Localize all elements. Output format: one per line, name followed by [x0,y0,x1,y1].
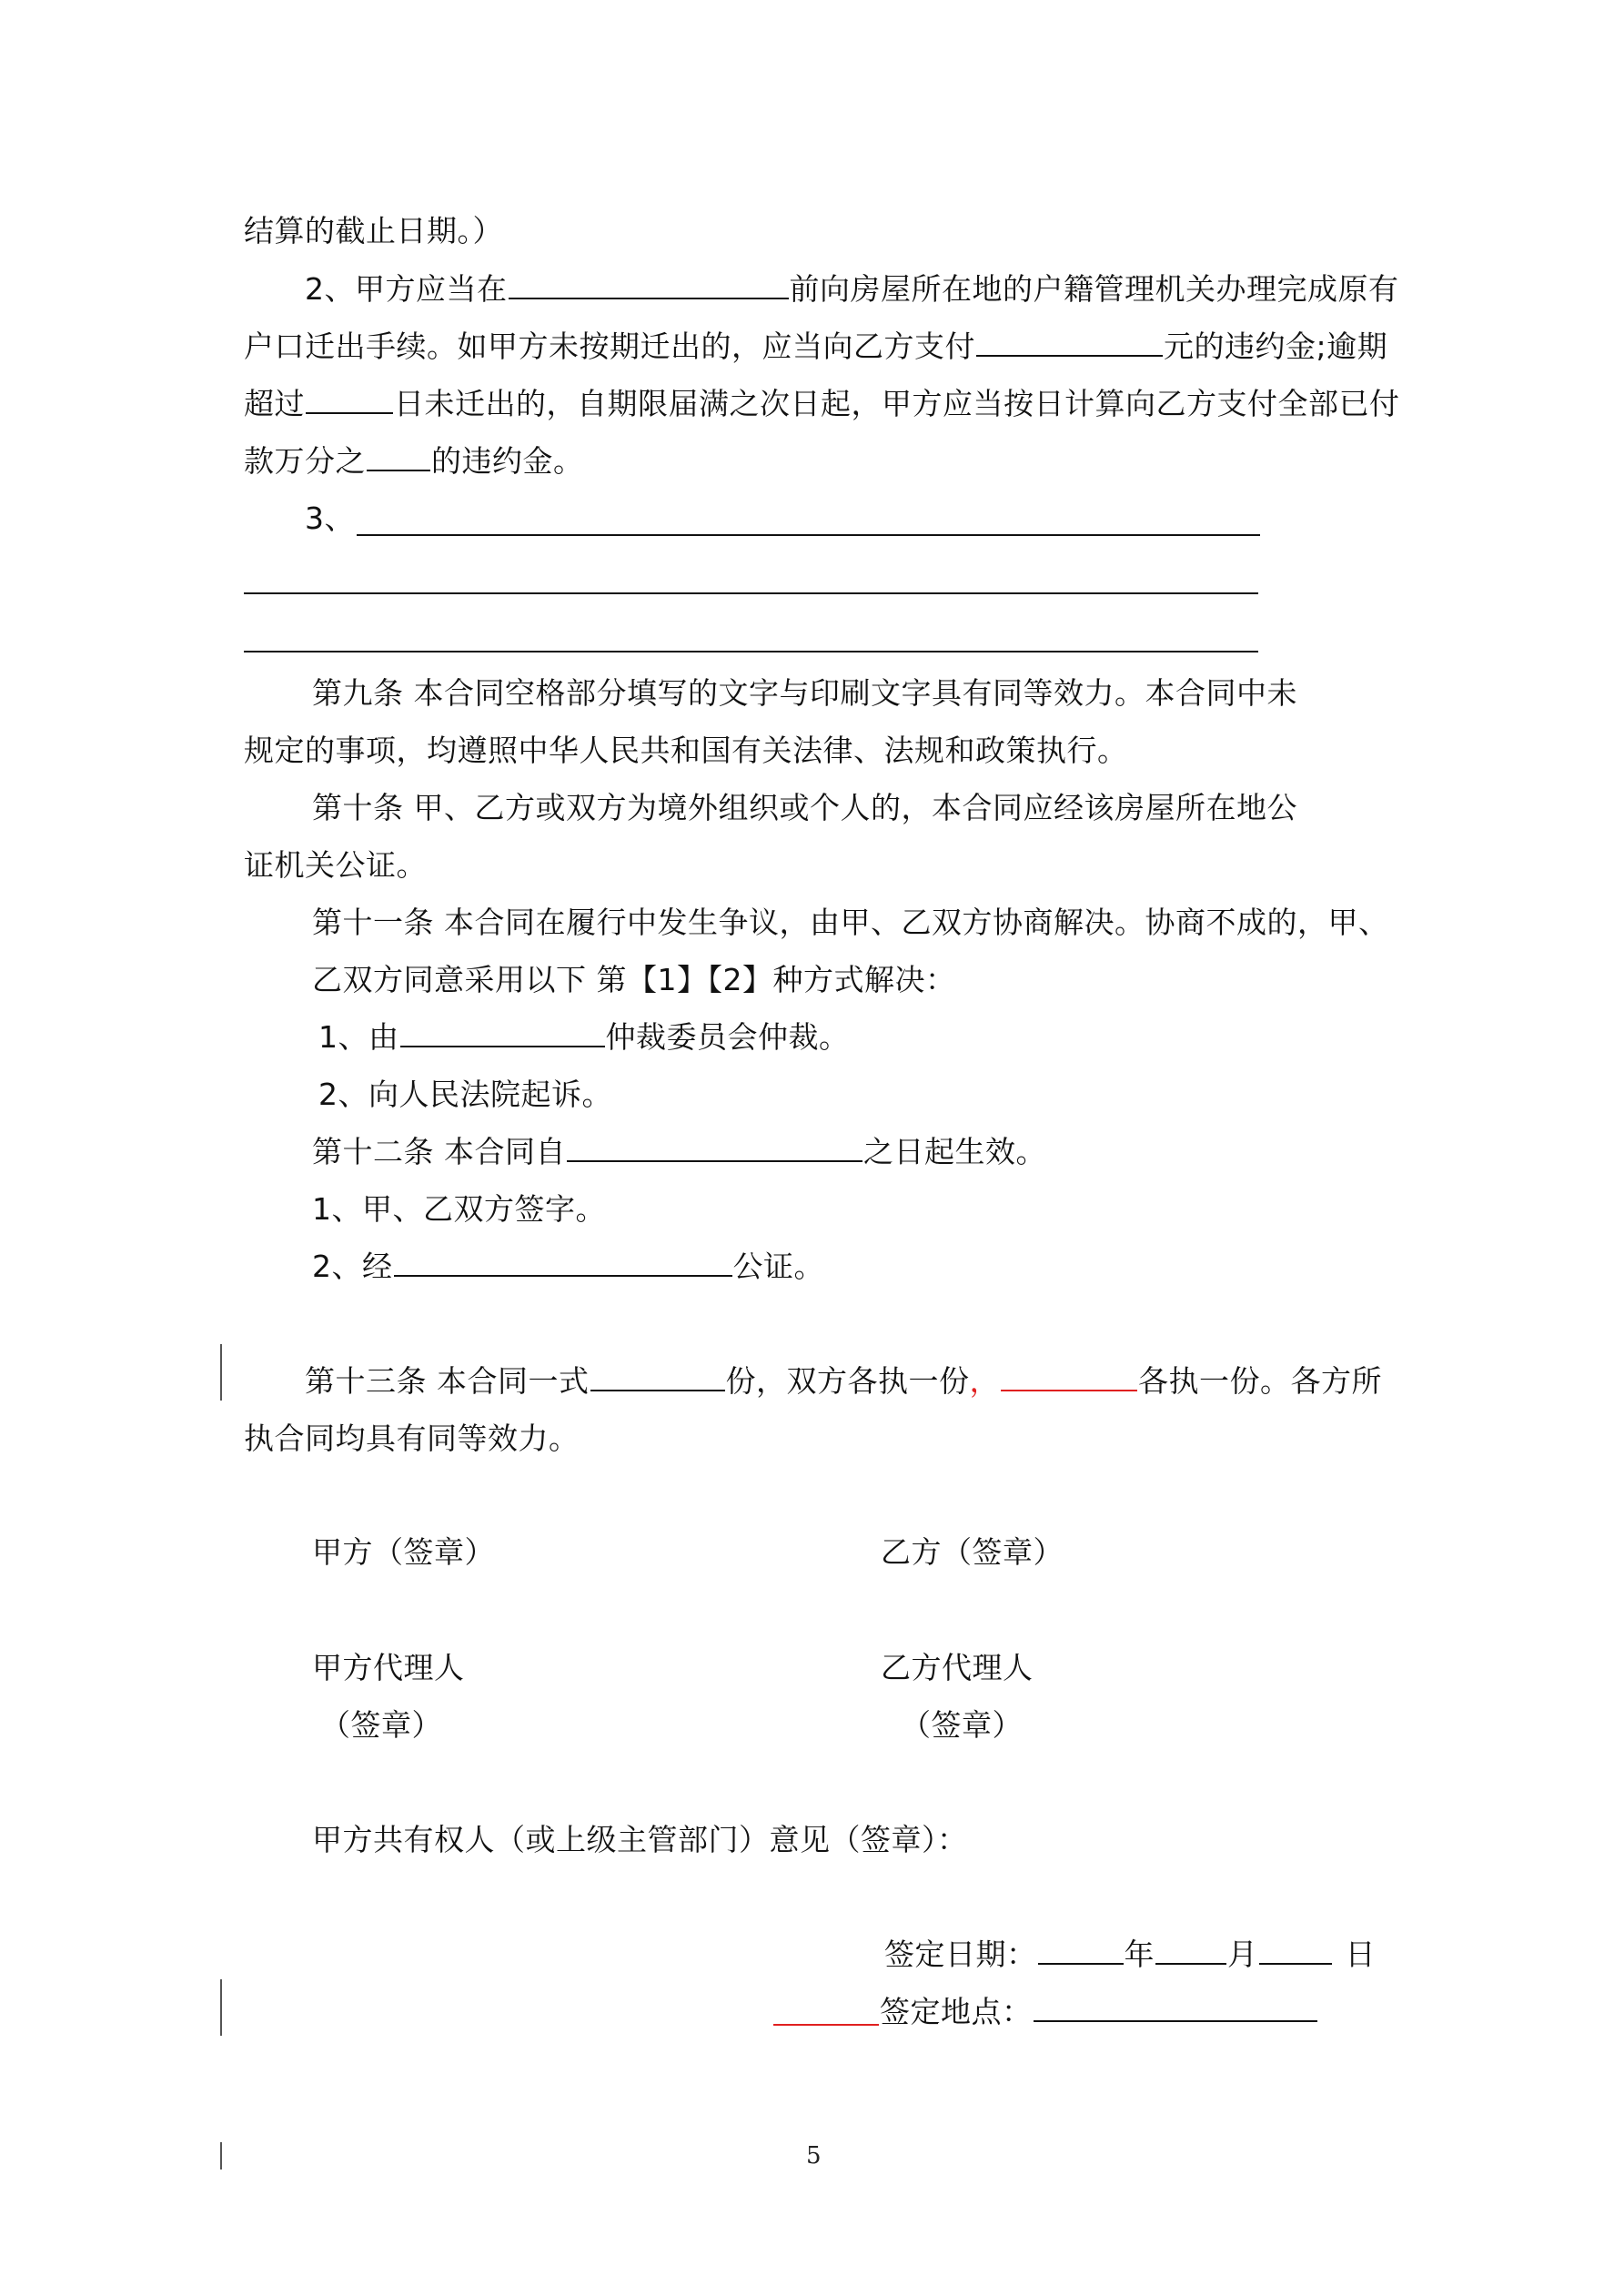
text-line: 户口迁出手续。如甲方未按期迁出的，应当向乙方支付 元的违约金;逾期 [244,329,1388,364]
clause-3-label: 3、 [305,501,355,536]
party-a-agent: 甲方代理人 [312,1650,465,1685]
revision-bar [220,1979,222,2036]
party-b-seal: 乙方（签章） [881,1534,1064,1570]
blank-field [306,385,393,414]
blank-field [509,270,789,299]
signing-place: 签定地点： [880,1992,1318,2032]
blank-field [567,1133,862,1162]
month-field [1155,1936,1226,1965]
text-line: 乙双方同意采用以下 第【1】【2】种方式解决： [312,962,956,997]
text-line: 2、经 公证。 [312,1249,824,1284]
text-line: 超过 日未迁出的，自期限届满之次日起，甲方应当按日计算向乙方支付全部已付 [244,386,1400,421]
blank-field [394,1248,732,1277]
day-field [1259,1936,1332,1965]
text-line: 证机关公证。 [244,847,427,883]
blank-field [590,1362,725,1391]
text-line: 规定的事项，均遵照中华人民共和国有关法律、法规和政策执行。 [244,733,1128,768]
co-owner-opinion: 甲方共有权人（或上级主管部门）意见（签章）： [312,1822,968,1857]
place-field [1034,1993,1317,2022]
option-court: 2、向人民法院起诉。 [318,1077,612,1112]
blank-line [244,651,1258,652]
revision-bar [220,1344,222,1401]
article-12: 第十二条 本合同自 之日起生效。 [312,1134,1046,1169]
text-line: 执合同均具有同等效力。 [244,1421,580,1456]
party-b-agent: 乙方代理人 [881,1650,1034,1685]
blank-field-tracked [1001,1362,1137,1391]
text-line: 款万分之 的违约金。 [244,443,584,479]
blank-field [976,328,1163,357]
party-a-agent-seal: （签章） [320,1707,442,1743]
article-9: 第九条 本合同空格部分填写的文字与印刷文字具有同等效力。本合同中未 [312,675,1297,711]
article-10: 第十条 甲、乙方或双方为境外组织或个人的，本合同应经该房屋所在地公 [312,790,1297,825]
blank-field [400,1018,605,1047]
text-line: 结算的截止日期。） [244,213,503,248]
signing-date: 签定日期： 年 月 日 [884,1937,1376,1972]
option-arbitration: 1、由 仲裁委员会仲裁。 [318,1019,850,1055]
blank-line [244,592,1258,594]
blank-field [367,442,430,471]
text-line: 1、甲、乙双方签字。 [312,1191,606,1227]
page-number: 5 [806,2142,822,2170]
article-11: 第十一条 本合同在履行中发生争议，由甲、乙双方协商解决。协商不成的，甲、 [312,905,1389,940]
clause-move-out: 2、甲方应当在 前向房屋所在地的户籍管理机关办理完成原有 [305,271,1399,307]
article-13: 第十三条 本合同一式 份，双方各执一份， 各执一份。各方所 [305,1363,1382,1399]
tracked-change-line [773,2024,879,2026]
party-a-seal: 甲方（签章） [312,1534,495,1570]
year-field [1038,1936,1124,1965]
revision-bar [220,2142,222,2170]
party-b-agent-seal: （签章） [901,1707,1023,1743]
blank-line [357,534,1260,536]
